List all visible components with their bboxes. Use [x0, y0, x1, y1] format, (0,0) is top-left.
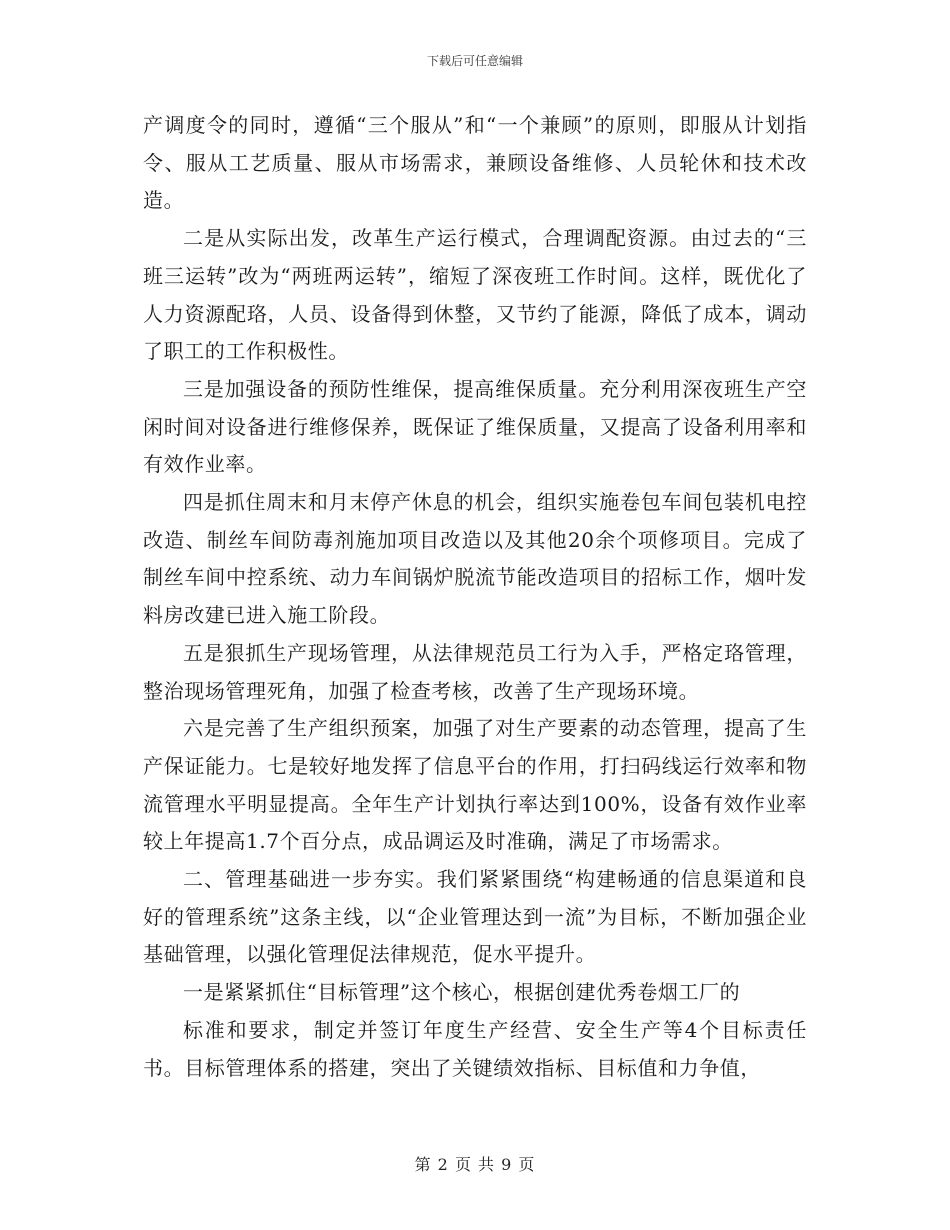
paragraph-item-3: 三是加强设备的预防性维保，提高维保质量。充分利用深夜班生产空闲时间对设备进行维修保养，既保证了维保质量，又提高了设备利用率和有效作业率。 — [143, 376, 807, 477]
paragraph-item-6-7: 六是完善了生产组织预案，加强了对生产要素的动态管理，提高了生产保证能力。七是较好地发挥了信息平台的作用，打扫码线运行效率和物流管理水平明显提高。全年生产计划执行率达到100%，设备有效作业率较上年提高1.7个百分点，成品调运及时准确，满足了市场需求。 — [143, 716, 807, 854]
paragraph-item-4: 四是抓住周末和月末停产休息的机会，组织实施卷包车间包装机电控改造、制丝车间防毒剂施加项目改造以及其他20余个项修项目。完成了制丝车间中控系统、动力车间锅炉脱流节能改造项目的招标工作，烟叶发料房改建已进入施工阶段。 — [143, 490, 807, 628]
document-body — [143, 107, 807, 1087]
paragraph-continuation: 产调度令的同时，遵循“三个服从”和“一个兼顾”的原则，即服从计划指令、服从工艺质量、服从市场需求，兼顾设备维修、人员轮休和技术改造。 — [143, 113, 807, 213]
page-number: 第 2 页 共 9 页 — [414, 1155, 536, 1174]
paragraph-item-5: 五是狠抓生产现场管理，从法律规范员工行为入手，严格定珞管理，整治现场管理死角，加强了检查考核，改善了生产现场环境。 — [143, 640, 807, 703]
paragraph-item-2: 二是从实际出发，改革生产运行模式，合理调配资源。由过去的“三班三运转”改为“两班两运转”，缩短了深夜班工作时间。这样，既优化了人力资源配珞，人员、设备得到休整，又节约了能源，降低了成本，调动了职工的工作积极性。 — [143, 226, 807, 364]
paragraph-section-2: 二、管理基础进一步夯实。我们紧紧围绕“构建畅通的信息渠道和良好的管理系统”这条主线，以“企业管理达到一流”为目标，不断加强企业基础管理，以强化管理促法律规范，促水平提升。 — [143, 867, 807, 967]
paragraph-target-management-cont: 标准和要求，制定并签订年度生产经营、安全生产等4个目标责任书。目标管理体系的搭建，突出了关键绩效指标、目标值和力争值， — [143, 1017, 807, 1080]
paragraph-target-management: 一是紧紧抓住“目标管理”这个核心，根据创建优秀卷烟工厂的 — [183, 980, 741, 1005]
header-note: 下载后可任意编辑 — [426, 54, 523, 68]
